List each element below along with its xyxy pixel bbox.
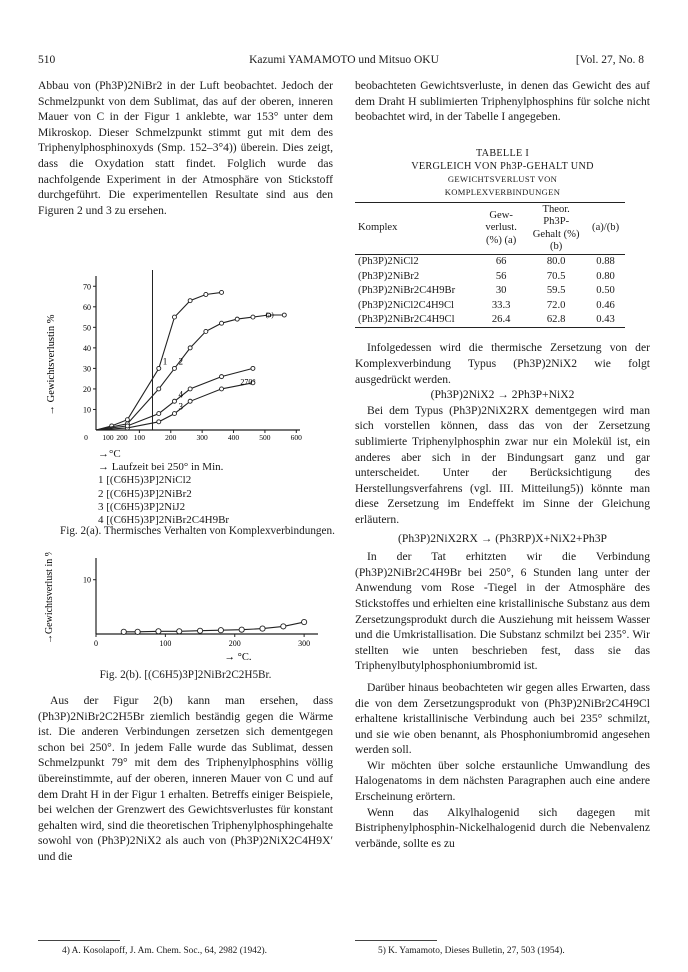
legend-item-1: 1 [(C6H5)3P]2NiCl2 bbox=[98, 474, 192, 487]
y-axis-label: →Gewichtsverlust in % bbox=[44, 552, 55, 645]
right-paragraph-1: beobachteten Gewichtsverluste, in denen das Gewicht des auf dem Draht H sublimierten Triphenylphosphins für solche nicht beobachtet wird, in der Tabelle I angegeben. bbox=[355, 79, 650, 124]
cell-ratio: 0.88 bbox=[596, 256, 615, 268]
table-subtitle-2: GEWICHTSVERLUST VON bbox=[447, 173, 558, 184]
table-row bbox=[355, 299, 625, 313]
x-tick-label: 200 bbox=[228, 639, 241, 648]
y-tick-label: 20 bbox=[83, 384, 91, 394]
table-subtitle-1: VERGLEICH VON Ph3P-GEHALT UND bbox=[411, 160, 594, 172]
figure-2a-caption-wrap bbox=[38, 524, 340, 538]
right-paragraph-3: Bei dem Typus (Ph3P)2NiX2RX dementgegen wird man sich vorstellen können, dass das von der Zersetzung sublimierte Triphenylphosphin zwar nur ein Molekül ist, ein anderes aber sich in der Bindungsart ganz und gar unterscheidet. Unter der Berücksichtigung des Herstellungsverfahrens (vgl. III. Mitteilung5)) könnte man diese Zersetzung im Endeffekt im Sinne der Gleichung erläutern. bbox=[355, 403, 650, 526]
data-point-2 bbox=[172, 366, 176, 370]
data-point-4 bbox=[188, 387, 192, 391]
series-line bbox=[124, 622, 304, 632]
data-point-4 bbox=[251, 366, 255, 370]
annotation-a: (a) bbox=[265, 310, 274, 320]
right-paragraph-2: Infolgedessen wird die thermische Zersetzung von der Komplexverbindung Typus (Ph3P)2NiX2 wie folgt ausgedrückt werden. bbox=[355, 341, 650, 386]
th-gewverlust: Gew-verlust. (%) (a) bbox=[476, 202, 526, 255]
figure-2b-caption-wrap bbox=[38, 668, 333, 682]
x-tick-label-time: 100 bbox=[133, 433, 146, 442]
y-tick-label: 50 bbox=[83, 323, 91, 333]
data-point-2 bbox=[157, 387, 161, 391]
x-tick-label-temp: 100 bbox=[102, 433, 114, 442]
data-point-4 bbox=[125, 424, 129, 428]
figure-2a-caption: Fig. 2(a). Thermisches Verhalten von Komplexverbindungen. bbox=[60, 525, 335, 537]
data-point-1 bbox=[172, 315, 176, 319]
data-point-1 bbox=[125, 418, 129, 422]
cell-komplex: (Ph3P)2NiBr2C4H9Cl bbox=[355, 313, 476, 328]
y-tick-label: 60 bbox=[83, 302, 91, 312]
x-tick-label-time: 500 bbox=[259, 433, 271, 442]
cell-komplex: (Ph3P)2NiCl2 bbox=[358, 256, 419, 268]
data-point-1 bbox=[204, 292, 208, 296]
equation-1: (Ph3P)2NiX2 → 2Ph3P+NiX2 bbox=[430, 388, 575, 402]
th-ratio: (a)/(b) bbox=[586, 202, 625, 255]
cell-theor: 62.8 bbox=[526, 313, 586, 328]
cell-ratio: 0.50 bbox=[596, 285, 615, 297]
x-tick-label-time: 200 bbox=[165, 433, 177, 442]
legend-item-4: 4 [(C6H5)3P]2NiBr2C4H9Br bbox=[98, 514, 230, 527]
cell-komplex: (Ph3P)2NiCl2C4H9Cl bbox=[358, 299, 454, 311]
data-point-1 bbox=[188, 299, 192, 303]
data-point-3 bbox=[188, 399, 192, 403]
figure-2a-legend bbox=[98, 448, 333, 527]
data-point-3 bbox=[172, 412, 176, 416]
figure-2b-plot bbox=[38, 552, 333, 662]
data-point-1 bbox=[220, 290, 224, 294]
data-point-2 bbox=[220, 321, 224, 325]
data-point-2 bbox=[251, 315, 255, 319]
x-tick-label: 100 bbox=[159, 639, 172, 648]
table-1 bbox=[355, 147, 650, 329]
annotation-270: 270° bbox=[240, 377, 256, 387]
x-tick-label-time: 600 bbox=[290, 433, 302, 442]
data-point-4 bbox=[172, 399, 176, 403]
x-tick-label-time: 400 bbox=[227, 433, 240, 442]
y-tick-label: 30 bbox=[83, 364, 91, 374]
data-point-4 bbox=[157, 412, 161, 416]
cell-theor: 80.0 bbox=[546, 256, 566, 268]
data-point-2 bbox=[235, 317, 239, 321]
left-paragraph-2: Aus der Figur 2(b) kann man ersehen, dass (Ph3P)2NiBr2C2H5Br ziemlich beständig gegen die Wärme ist. Die anderen Verbindungen zersetzen sich dementgegen schon bei 250°. In jedem Falle wurde das Sublimat, dessen Schmelzpunkt 79° mit dem des Triphenylphosphins völlig übereinstimmte, auf der oberen, inneren Mauer von C und auf dem Draht H in der Figur 1 erhalten. Betreffs einiger Beispiele, bei welchen der Grenzwert des Gewichtsverlustes für konstant gehalten wird, sind die theoretischen Triphenylphosphingehalte sowohl von (Ph3P)2NiX2 als auch von (Ph3P)2NiX2C4H9X′ und die bbox=[38, 694, 333, 863]
x-axis-label: → °C. bbox=[224, 652, 252, 662]
x-tick-label-temp: 200 bbox=[116, 433, 128, 442]
data-point-1 bbox=[157, 366, 161, 370]
cell-komplex: (Ph3P)2NiBr2C4H9Br bbox=[358, 285, 456, 297]
series-label-3: 3 bbox=[178, 401, 183, 412]
y-tick-label: 10 bbox=[83, 575, 91, 585]
x-tick-label-temp: 0 bbox=[84, 433, 88, 442]
equation-2: (Ph3P)2NiX2RX → (Ph3RP)X+NiX2+Ph3P bbox=[398, 531, 607, 545]
data-point bbox=[260, 626, 265, 631]
cell-ratio: 0.80 bbox=[596, 270, 615, 282]
data-point-2 bbox=[282, 313, 286, 317]
data-point-2 bbox=[204, 329, 208, 333]
left-paragraph-1: Abbau von (Ph3P)2NiBr2 in der Luft beobachtet. Jedoch der Schmelzpunkt von dem Sublimat, das auf der oberen, inneren Mauer von C in der Figur 1 anklebte, war 153° unter dem Mikroskop. Dieser Schmelzpunkt stimmt gut mit dem des Triphenylphosphinoxyds (Smp. 152–3°4)) überein. Dies zeigt, dass die Oxydation statt findet. Folglich wurde das nachfolgende Experiment in der Atmosphäre von Stickstoff durchgeführt. Die experimentellen Resultate sind aus den Figuren 2 und 3 zu ersehen. bbox=[38, 79, 333, 217]
footnote-rule-left bbox=[38, 940, 120, 941]
data-point bbox=[218, 628, 223, 633]
journal-volume: [Vol. 27, No. 8 bbox=[575, 54, 644, 66]
cell-theor: 72.0 bbox=[546, 299, 566, 311]
data-point-4 bbox=[220, 375, 224, 379]
cell-theor: 59.5 bbox=[546, 285, 566, 297]
table-grid bbox=[355, 202, 625, 329]
x-tick-label: 0 bbox=[94, 639, 98, 648]
data-point bbox=[135, 629, 140, 634]
data-point bbox=[281, 624, 286, 629]
series-line-2 bbox=[96, 315, 284, 430]
cell-gewverlust: 26.4 bbox=[476, 313, 526, 328]
series-line-1 bbox=[96, 292, 222, 430]
cell-gewverlust: 56 bbox=[495, 270, 507, 282]
cell-gewverlust: 33.3 bbox=[491, 299, 511, 311]
footnote-rule-right bbox=[355, 940, 437, 941]
data-point bbox=[177, 629, 182, 634]
left-column-lower bbox=[38, 693, 333, 865]
series-label-2: 2 bbox=[178, 356, 183, 367]
table-row bbox=[355, 255, 625, 270]
table-row bbox=[355, 284, 625, 298]
x-tick-label-time: 300 bbox=[196, 433, 208, 442]
page-number: 510 bbox=[38, 54, 56, 66]
data-point bbox=[302, 619, 307, 624]
x-tick-label: 300 bbox=[298, 639, 311, 648]
fig2a-xlabel-upper: →°C bbox=[98, 448, 121, 460]
data-point bbox=[197, 628, 202, 633]
cell-komplex: (Ph3P)2NiBr2 bbox=[358, 270, 420, 282]
right-paragraph-4: In der Tat erhitzten wir die Verbindung (Ph3P)2NiBr2C4H9Br bei 250°, 6 Stunden lang unter der Anwendung vom Rose -Tiegel in der Atmosphäre des Stickstoffes und erhielten eine kristallinische Substanz aus dem Zersetzungsprodukt durch die Ausziehung mit heissem Wasser und die Umkristallisation. Die Substanz schmilzt bei 235°. Wir stellten wie unten beschrieben fest, dass sie das Triphenylbutylphosphoniumbromid ist. bbox=[355, 550, 650, 673]
right-column bbox=[355, 78, 650, 851]
right-paragraph-5: Darüber hinaus beobachteten wir gegen alles Erwarten, dass die von dem Zersetzungsprodukt von (Ph3P)2NiBr2C4H9Cl erhaltene kristallinische Verbindung auch bei 235° schmilzt, und sie wie oben benannt, als Phosphoniumbromid angesehen werden soll. bbox=[355, 680, 650, 757]
right-paragraph-6: Wir möchten über solche erstaunliche Umwandlung des Halogenatoms in dem nächsten Paragraphen auch eine andere Erscheinung erörtern. bbox=[355, 758, 650, 804]
series-label-1: 1 bbox=[162, 356, 168, 367]
series-label-4: 4 bbox=[178, 389, 183, 400]
y-tick-label: 10 bbox=[83, 405, 91, 415]
data-point-3 bbox=[220, 387, 224, 391]
y-axis-label: → Gewichtsverlustin % bbox=[46, 314, 57, 416]
data-point bbox=[239, 627, 244, 632]
figure-2b bbox=[38, 552, 333, 662]
table-row bbox=[355, 313, 625, 328]
th-theor: Theor. Ph3P-Gehalt (%) (b) bbox=[526, 202, 586, 255]
data-point-2 bbox=[188, 346, 192, 350]
cell-gewverlust: 66 bbox=[495, 256, 507, 268]
table-row bbox=[355, 270, 625, 284]
data-point-3 bbox=[157, 420, 161, 424]
legend-item-3: 3 [(C6H5)3P]2NiJ2 bbox=[98, 500, 186, 513]
cell-theor: 70.5 bbox=[546, 270, 566, 282]
cell-ratio: 0.46 bbox=[596, 299, 615, 311]
running-authors: Kazumi YAMAMOTO und Mitsuo OKU bbox=[249, 54, 439, 66]
y-tick-label: 40 bbox=[83, 343, 91, 353]
footnote-left: 4) A. Kosolapoff, J. Am. Chem. Soc., 64, 2982 (1942). bbox=[62, 946, 268, 956]
left-column bbox=[38, 78, 333, 218]
cell-ratio: 0.43 bbox=[586, 313, 625, 328]
footnote-right: 5) K. Yamamoto, Dieses Bulletin, 27, 503 (1954). bbox=[378, 946, 565, 956]
legend-item-2: 2 [(C6H5)3P]2NiBr2 bbox=[98, 487, 192, 500]
table-subtitle-3: KOMPLEXVERBINDUNGEN bbox=[444, 186, 561, 197]
table-title: TABELLE I bbox=[475, 147, 530, 159]
y-tick-label: 70 bbox=[83, 282, 91, 292]
data-point bbox=[156, 629, 161, 634]
th-komplex: Komplex bbox=[355, 202, 476, 255]
cell-gewverlust: 30 bbox=[495, 285, 507, 297]
figure-2b-caption: Fig. 2(b). [(C6H5)3P]2NiBr2C2H5Br. bbox=[99, 669, 272, 681]
fig2a-xlabel-lower: → Laufzeit bei 250° in Min. bbox=[98, 461, 224, 474]
right-paragraph-7: Wenn das Alkylhalogenid sich dagegen mit Bistriphenylphosphin-Nickelhalogenid durch die Nebenvalenz verbände, sollte es zu bbox=[355, 805, 650, 850]
data-point bbox=[121, 629, 126, 634]
